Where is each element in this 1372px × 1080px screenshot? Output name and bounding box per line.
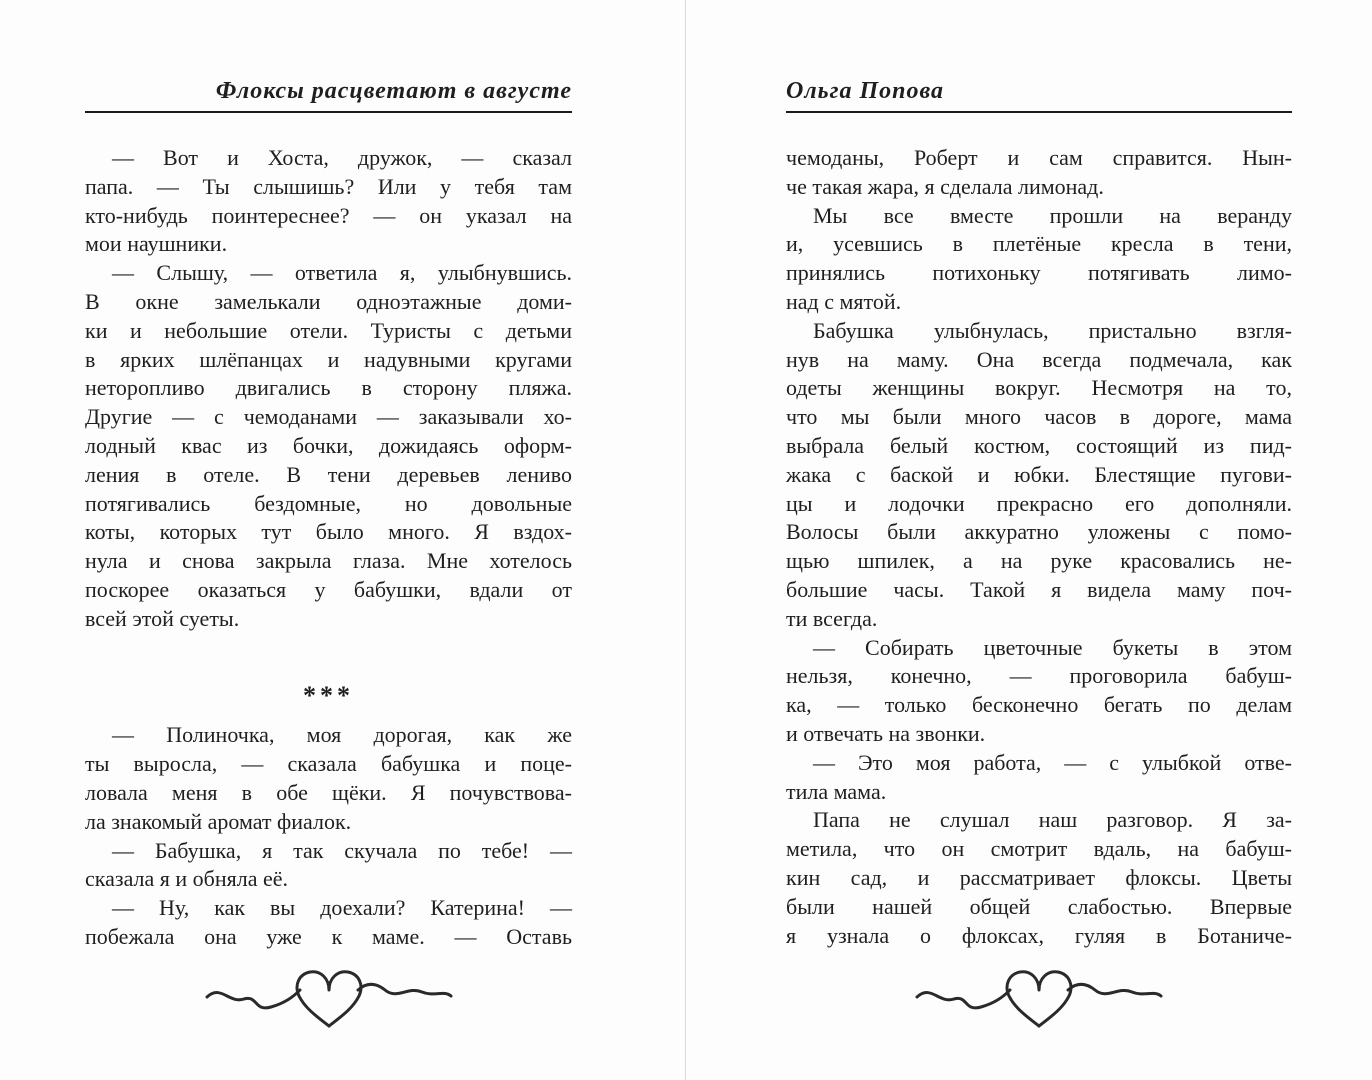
- text-line: цы и лодочки прекрасно его дополняли.: [786, 490, 1292, 516]
- text-line: поскорее оказаться у бабушки, вдали от: [85, 576, 572, 602]
- text-line: ты выросла, — сказала бабушка и поце-: [85, 751, 572, 777]
- text-line: что мы были много часов в дороге, мама: [786, 404, 1292, 430]
- page-left-content: [85, 74, 572, 952]
- text-line: нельзя, конечно, — проговорила бабуш-: [786, 663, 1292, 689]
- text-line: потягивались бездомные, но довольные: [85, 490, 572, 516]
- text-line: лодный квас из бочки, дожидаясь оформ-: [85, 432, 572, 458]
- text-line: ки и небольшие отели. Туристы с детьми: [85, 317, 572, 343]
- page-footer-right: [786, 957, 1292, 1046]
- page-right: [686, 0, 1372, 1080]
- text-line: ти всегда.: [786, 605, 878, 631]
- text-line: выбрала белый костюм, состоящий из пид-: [786, 432, 1292, 458]
- text-line: коты, которых тут было много. Я вздох-: [85, 519, 572, 545]
- text-line: ления в отеле. В тени деревьев лениво: [85, 461, 572, 487]
- text-line: Другие — с чемоданами — заказывали хо-: [85, 404, 572, 430]
- text-line: — Собирать цветочные букеты в этом: [813, 634, 1292, 660]
- text-line: чемоданы, Роберт и сам справится. Нын-: [786, 145, 1292, 170]
- heart-flourish-ornament: [909, 957, 1169, 1041]
- text-line: жака с баской и юбки. Блестящие пугови-: [786, 461, 1292, 487]
- text-line: Бабушка улыбнулась, пристально взгля-: [813, 317, 1292, 343]
- text-line: нула и снова закрыла глаза. Мне хотелось: [85, 548, 572, 574]
- text-line: — Бабушка, я так скучала по тебе! —: [112, 837, 572, 863]
- text-line: мои наушники.: [85, 231, 228, 257]
- page-footer-left: [85, 957, 572, 1046]
- text-line: папа. — Ты слышишь? Или у тебя там: [85, 173, 572, 199]
- text-line: побежала она уже к маме. — Оставь: [85, 923, 572, 949]
- text-line: в ярких шлёпанцах и надувными кругами: [85, 346, 572, 372]
- text-line: — Полиночка, моя дорогая, как же: [112, 722, 572, 748]
- text-line: большие часы. Такой я видела маму поч-: [786, 576, 1292, 602]
- page-text-right: [786, 144, 1292, 950]
- text-line: принялись потихоньку потягивать лимо-: [786, 260, 1292, 286]
- page-number-left: 7: [322, 989, 335, 1015]
- text-line: ловала меня в обе щёки. Я почувствова-: [85, 779, 572, 805]
- running-header-author: Ольга Попова: [786, 74, 1292, 113]
- text-line: — Это моя работа, — с улыбкой отве-: [813, 749, 1292, 775]
- text-line: че такая жара, я сделала лимонад.: [786, 173, 1104, 199]
- text-line: над с мятой.: [786, 288, 902, 314]
- text-line: и отвечать на звонки.: [786, 720, 986, 746]
- page-right-content: [786, 74, 1292, 950]
- section-separator: ***: [303, 680, 354, 710]
- text-line: кто-нибудь поинтереснее? — он указал на: [85, 202, 572, 228]
- text-line: Мы все вместе прошли на веранду: [813, 202, 1292, 228]
- text-line: — Слышу, — ответила я, улыбнувшись.: [112, 260, 572, 286]
- text-line: тила мама.: [786, 778, 887, 804]
- heart-flourish-ornament: [199, 957, 459, 1041]
- text-line: всей этой суеты.: [85, 605, 240, 631]
- text-line: метила, что он смотрит вдаль, на бабуш-: [786, 836, 1292, 862]
- text-line: ка, — только бесконечно бегать по делам: [786, 692, 1292, 718]
- text-line: щью шпилек, а на руке красовались не-: [786, 548, 1292, 574]
- text-line: сказала я и обняла её.: [85, 866, 289, 892]
- text-line: были нашей общей слабостью. Впервые: [786, 893, 1292, 919]
- text-line: нув на маму. Она всегда подмечала, как: [786, 346, 1292, 372]
- text-line: — Ну, как вы доехали? Катерина! —: [112, 895, 572, 921]
- text-line: неторопливо двигались в сторону пляжа.: [85, 375, 572, 401]
- page-number-right: 8: [1033, 989, 1045, 1015]
- running-header-book-title: Флоксы расцветают в августе: [85, 74, 572, 113]
- page-text-left: [85, 144, 572, 952]
- text-line: — Вот и Хоста, дружок, — сказал: [112, 145, 572, 170]
- text-line: ла знакомый аромат фиалок.: [85, 808, 352, 834]
- text-line: Папа не слушал наш разговор. Я за-: [813, 807, 1292, 833]
- text-line: В окне замелькали одноэтажные доми-: [85, 288, 572, 314]
- text-line: Волосы были аккуратно уложены с помо-: [786, 519, 1292, 545]
- text-line: я узнала о флоксах, гуляя в Ботаниче-: [786, 922, 1292, 948]
- text-line: и, усевшись в плетёные кресла в тени,: [786, 231, 1292, 257]
- text-line: одеты женщины вокруг. Несмотря на то,: [786, 375, 1292, 401]
- text-line: кин сад, и рассматривает флоксы. Цветы: [786, 864, 1292, 890]
